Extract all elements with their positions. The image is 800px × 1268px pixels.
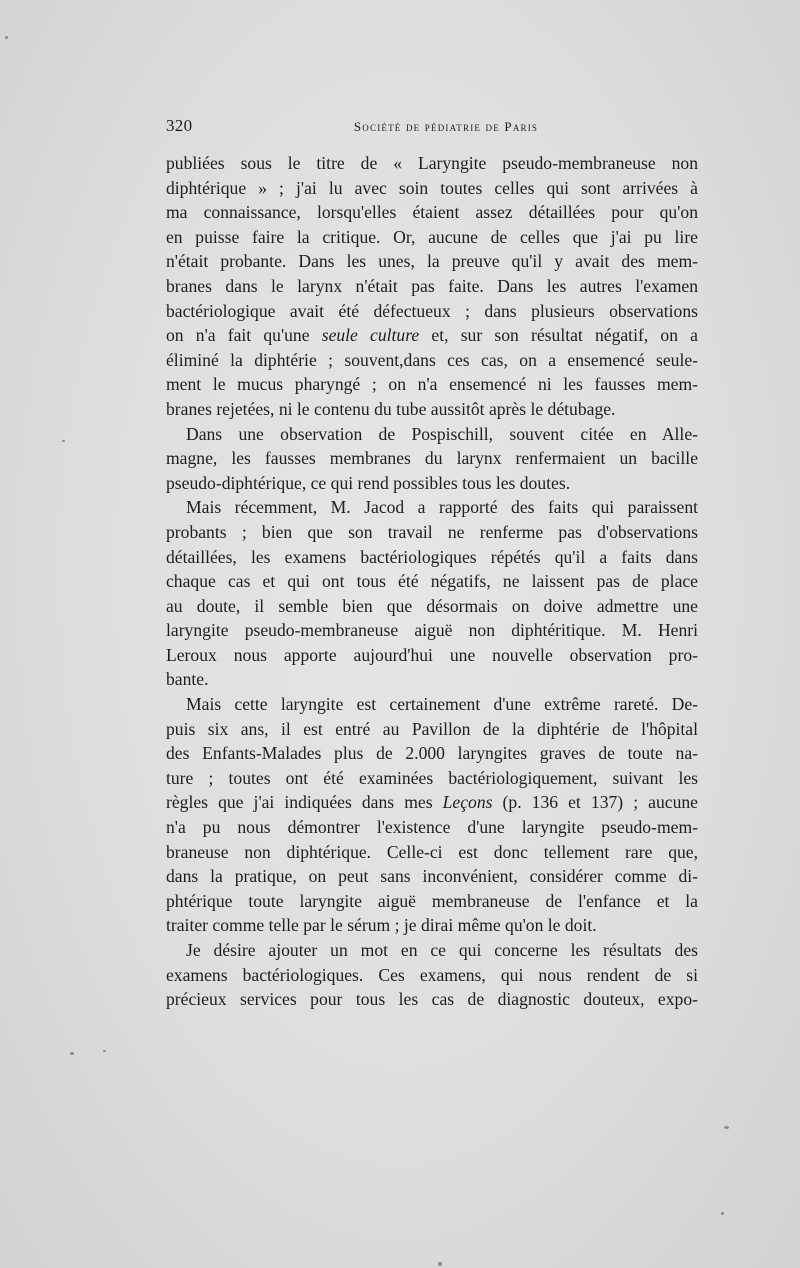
text-line — [166, 299, 698, 324]
text-line — [166, 274, 698, 299]
text-line — [166, 864, 698, 889]
text-run: Dans une observation de Pospischill, souvent citée en Alle- — [186, 423, 698, 444]
text-run: en puisse faire la critique. Or, aucune de celles que j'ai pu lire — [166, 226, 698, 247]
text-line — [166, 397, 698, 422]
text-line — [166, 913, 698, 938]
text-run: ment le mucus pharyngé ; on n'a ensemencé ni les fausses mem- — [166, 374, 698, 395]
text-run: Mais récemment, M. Jacod a rapporté des faits qui paraissent — [186, 497, 698, 518]
text-run: branes rejetées, ni le contenu du tube aussitôt après le détubage. — [166, 398, 616, 419]
text-run: diphtérique » ; j'ai lu avec soin toutes celles qui sont arrivées à — [166, 177, 698, 198]
speck — [438, 1262, 442, 1266]
text-run: (p. 136 et 137) ; aucune — [492, 792, 698, 813]
text-run: pseudo-diphtérique, ce qui rend possibles tous les doutes. — [166, 472, 571, 493]
page-header — [166, 116, 698, 140]
page-number: 320 — [166, 116, 193, 135]
text-line — [166, 717, 698, 742]
text-line — [166, 446, 698, 471]
text-line — [166, 889, 698, 914]
text-run: au doute, il semble bien que désormais on doive admettre une — [166, 595, 698, 616]
text-run: des Enfants-Malades plus de 2.000 laryngites graves de toute na- — [166, 743, 698, 764]
text-run: on n'a fait qu'une — [166, 325, 322, 346]
text-run: précieux services pour tous les cas de diagnostic douteux, expo- — [166, 989, 698, 1010]
speck — [724, 1126, 729, 1129]
speck — [721, 1212, 724, 1215]
text-run: puis six ans, il est entré au Pavillon de la diphtérie de l'hôpital — [166, 718, 698, 739]
text-run: branes dans le larynx n'était pas faite. Dans les autres l'examen — [166, 275, 698, 296]
text-line — [166, 176, 698, 201]
text-run: éliminé la diphtérie ; souvent,dans ces cas, on a ensemencé seule- — [166, 349, 698, 370]
text-run: traiter comme telle par le sérum ; je dirai même qu'on le doit. — [166, 915, 597, 936]
text-run: magne, les fausses membranes du larynx renfermaient un bacille — [166, 448, 698, 469]
text-run: n'était probante. Dans les unes, la preuve qu'il y avait des mem- — [166, 251, 698, 272]
text-line — [166, 594, 698, 619]
text-run: n'a pu nous démontrer l'existence d'une laryngite pseudo-mem- — [166, 817, 698, 838]
text-run: ture ; toutes ont été examinées bactériologiquement, suivant les — [166, 767, 698, 788]
text-run: dans la pratique, on peut sans inconvénient, considérer comme di- — [166, 866, 698, 887]
running-head: Société de pédiatrie de Paris — [353, 119, 539, 134]
text-line — [166, 815, 698, 840]
italic-text-run: seule culture — [321, 325, 420, 346]
text-line — [166, 692, 698, 717]
text-run: Leroux nous apporte aujourd'hui une nouvelle observation pro- — [166, 644, 698, 665]
text-line — [166, 790, 698, 815]
text-run: Je désire ajouter un mot en ce qui concerne les résultats des — [186, 940, 698, 960]
text-line — [166, 963, 698, 988]
text-run: et, sur son résultat négatif, on a — [419, 325, 698, 346]
text-line — [166, 471, 698, 496]
italic-text-run: Leçons — [442, 792, 493, 813]
text-line — [166, 200, 698, 225]
speck — [70, 1052, 74, 1055]
speck — [103, 1050, 106, 1052]
text-line — [166, 520, 698, 545]
text-line — [166, 618, 698, 643]
text-line — [166, 569, 698, 594]
text-run: probants ; bien que son travail ne renferme pas d'observations — [166, 521, 698, 542]
text-line — [166, 938, 698, 963]
text-run: Mais cette laryngite est certainement d'une extrême rareté. De- — [186, 694, 698, 715]
body-text — [166, 151, 698, 1012]
text-line — [166, 348, 698, 373]
text-line — [166, 545, 698, 570]
text-line — [166, 151, 698, 176]
text-line — [166, 766, 698, 791]
paragraph — [166, 938, 698, 1012]
text-run: laryngite pseudo-membraneuse aiguë non diphtéritique. M. Henri — [166, 620, 698, 641]
text-line — [166, 372, 698, 397]
text-run: bante. — [166, 669, 209, 690]
text-line — [166, 741, 698, 766]
text-run: braneuse non diphtérique. Celle-ci est donc tellement rare que, — [166, 841, 698, 862]
text-line — [166, 495, 698, 520]
text-line — [166, 422, 698, 447]
paragraph — [166, 151, 698, 422]
text-run: bactériologique avait été défectueux ; dans plusieurs observations — [166, 300, 698, 321]
text-line — [166, 643, 698, 668]
text-line — [166, 840, 698, 865]
paragraph — [166, 495, 698, 692]
text-run: publiées sous le titre de « Laryngite pseudo-membraneuse non — [166, 153, 698, 173]
text-run: examens bactériologiques. Ces examens, qui nous rendent de si — [166, 964, 698, 985]
text-run: détaillées, les examens bactériologiques répétés qu'il a faits dans — [166, 546, 698, 567]
paragraph — [166, 422, 698, 496]
paragraph — [166, 692, 698, 938]
text-line — [166, 987, 698, 1012]
speck — [62, 440, 65, 442]
text-run: ma connaissance, lorsqu'elles étaient assez détaillées pour qu'on — [166, 202, 698, 223]
text-line — [166, 225, 698, 250]
text-run: règles que j'ai indiquées dans mes — [166, 792, 443, 813]
text-line — [166, 323, 698, 348]
text-line — [166, 249, 698, 274]
text-line — [166, 667, 698, 692]
speck — [5, 36, 8, 39]
text-run: chaque cas et qui ont tous été négatifs, ne laissent pas de place — [166, 571, 698, 592]
text-run: phtérique toute laryngite aiguë membraneuse de l'enfance et la — [166, 890, 698, 911]
